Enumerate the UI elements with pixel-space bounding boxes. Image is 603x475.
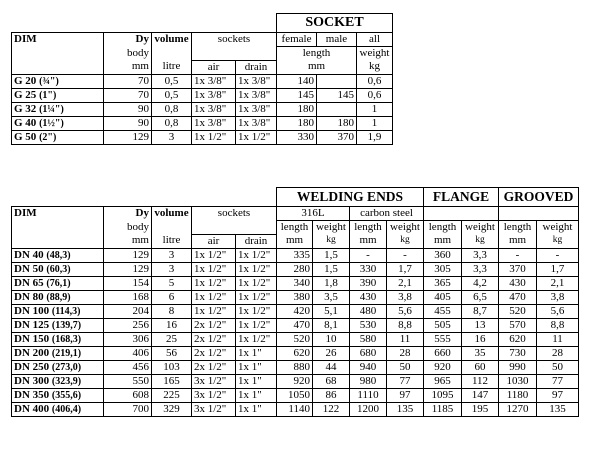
weight-grooved-cell: 5,6 <box>537 304 579 318</box>
weight-grooved-cell: 135 <box>537 402 579 416</box>
dim-label: DN 65 <box>14 276 44 289</box>
female-length-cell: 140 <box>277 74 317 88</box>
volume-cell: 3 <box>152 130 192 144</box>
kg-unit: kg <box>387 234 424 248</box>
air-socket-cell: 2x 1/2" <box>192 332 236 346</box>
dy-body-header: body <box>104 47 152 61</box>
grooved-title: GROOVED <box>499 188 579 207</box>
length-316l-cell: 1140 <box>277 402 313 416</box>
volume-cell: 16 <box>152 318 192 332</box>
length-316l-cell: 620 <box>277 346 313 360</box>
length-316l-cell: 280 <box>277 262 313 276</box>
socket-table <box>11 13 393 145</box>
length-flange-cell: 360 <box>424 248 462 262</box>
dim-cell <box>12 290 104 304</box>
dim-header: DIM <box>12 33 104 47</box>
table-row <box>12 374 579 388</box>
weight-316l-cell: 68 <box>313 374 350 388</box>
dy-cell: 700 <box>104 402 152 416</box>
dim-label: DN 40 <box>14 248 44 261</box>
length-316l-cell: 380 <box>277 290 313 304</box>
air-socket-cell: 1x 1/2" <box>192 248 236 262</box>
kg-unit: kg <box>462 234 499 248</box>
dim-size: (1½") <box>39 117 64 129</box>
dy-cell: 90 <box>104 102 152 116</box>
dy-cell: 154 <box>104 276 152 290</box>
weight-316l-cell: 3,5 <box>313 290 350 304</box>
drain-socket-cell: 1x 1/2" <box>236 262 277 276</box>
table-row <box>12 262 579 276</box>
volume-unit: litre <box>152 234 192 248</box>
dy-cell: 306 <box>104 332 152 346</box>
length-grooved-cell: 990 <box>499 360 537 374</box>
length-grooved-cell: 1030 <box>499 374 537 388</box>
dim-label: DN 125 <box>14 318 50 331</box>
drain-socket-cell: 1x 1/2" <box>236 130 277 144</box>
mm-unit: mm <box>424 234 462 248</box>
socket-title: SOCKET <box>277 14 393 33</box>
length-316l-cell: 520 <box>277 332 313 346</box>
weight-header: weight <box>387 221 424 235</box>
volume-cell: 0,5 <box>152 74 192 88</box>
dim-cell <box>12 360 104 374</box>
length-flange-cell: 505 <box>424 318 462 332</box>
table-row <box>12 116 393 130</box>
table-row <box>12 388 579 402</box>
air-header: air <box>192 234 236 248</box>
air-socket-cell: 1x 3/8" <box>192 88 236 102</box>
weight-carbon-cell: 1,7 <box>387 262 424 276</box>
mm-unit: mm <box>350 234 387 248</box>
dy-cell: 406 <box>104 346 152 360</box>
dim-size: (355,6) <box>51 389 82 401</box>
dim-size: (139,7) <box>51 319 82 331</box>
weight-316l-cell: 1,8 <box>313 276 350 290</box>
weight-cell: 0,6 <box>357 88 393 102</box>
length-grooved-cell: 520 <box>499 304 537 318</box>
dim-cell <box>12 318 104 332</box>
welding-ends-title: WELDING ENDS <box>277 188 424 207</box>
length-carbon-cell: 940 <box>350 360 387 374</box>
drain-header: drain <box>236 234 277 248</box>
weight-carbon-cell: 28 <box>387 346 424 360</box>
weight-carbon-cell: 8,8 <box>387 318 424 332</box>
length-header: length <box>424 221 462 235</box>
table-row <box>12 276 579 290</box>
dy-body-header: body <box>104 221 152 235</box>
volume-cell: 165 <box>152 374 192 388</box>
dim-cell <box>12 332 104 346</box>
sockets-header: sockets <box>192 207 277 221</box>
dim-label: DN 250 <box>14 360 50 373</box>
volume-cell: 3 <box>152 262 192 276</box>
dy-cell: 129 <box>104 130 152 144</box>
length-flange-cell: 455 <box>424 304 462 318</box>
dim-cell <box>12 388 104 402</box>
carbon-steel-header: carbon steel <box>350 207 424 221</box>
volume-header: volume <box>152 207 192 221</box>
volume-cell: 8 <box>152 304 192 318</box>
air-socket-cell: 2x 1/2" <box>192 318 236 332</box>
dim-size: (406,4) <box>51 403 82 415</box>
weight-flange-cell: 195 <box>462 402 499 416</box>
length-carbon-cell: 980 <box>350 374 387 388</box>
table-row <box>12 74 393 88</box>
length-flange-cell: 660 <box>424 346 462 360</box>
male-length-cell: 370 <box>317 130 357 144</box>
kg-unit: kg <box>537 234 579 248</box>
volume-unit: litre <box>152 60 192 74</box>
weight-flange-cell: 16 <box>462 332 499 346</box>
length-carbon-cell: 430 <box>350 290 387 304</box>
drain-socket-cell: 1x 1" <box>236 346 277 360</box>
air-socket-cell: 2x 1/2" <box>192 346 236 360</box>
all-header: all <box>357 33 393 47</box>
dy-cell: 204 <box>104 304 152 318</box>
volume-cell: 103 <box>152 360 192 374</box>
length-carbon-cell: - <box>350 248 387 262</box>
length-header: length <box>277 221 313 235</box>
weight-grooved-cell: 28 <box>537 346 579 360</box>
volume-cell: 0,5 <box>152 88 192 102</box>
drain-socket-cell: 1x 1/2" <box>236 276 277 290</box>
length-grooved-cell: 730 <box>499 346 537 360</box>
dim-label: G 20 <box>14 74 37 87</box>
length-grooved-cell: - <box>499 248 537 262</box>
dy-cell: 168 <box>104 290 152 304</box>
length-carbon-cell: 480 <box>350 304 387 318</box>
table-row <box>12 318 579 332</box>
air-socket-cell: 1x 3/8" <box>192 102 236 116</box>
dim-size: (76,1) <box>46 277 71 289</box>
dim-label: DN 150 <box>14 332 50 345</box>
dim-cell <box>12 116 104 130</box>
dim-size: (114,3) <box>51 305 81 317</box>
weight-grooved-cell: 8,8 <box>537 318 579 332</box>
air-socket-cell: 1x 1/2" <box>192 262 236 276</box>
weight-flange-cell: 60 <box>462 360 499 374</box>
dim-size: (168,3) <box>51 333 82 345</box>
length-carbon-cell: 1200 <box>350 402 387 416</box>
dim-cell <box>12 74 104 88</box>
dim-size: (88,9) <box>46 291 71 303</box>
weight-flange-cell: 35 <box>462 346 499 360</box>
weight-carbon-cell: 77 <box>387 374 424 388</box>
weight-grooved-cell: 50 <box>537 360 579 374</box>
female-length-cell: 180 <box>277 102 317 116</box>
volume-cell: 5 <box>152 276 192 290</box>
drain-socket-cell: 1x 1/2" <box>236 332 277 346</box>
dy-cell: 129 <box>104 262 152 276</box>
air-socket-cell: 3x 1/2" <box>192 402 236 416</box>
weight-header: weight <box>357 47 393 61</box>
length-header: length <box>499 221 537 235</box>
length-flange-cell: 365 <box>424 276 462 290</box>
length-grooved-cell: 620 <box>499 332 537 346</box>
dy-cell: 90 <box>104 116 152 130</box>
length-316l-cell: 335 <box>277 248 313 262</box>
weight-flange-cell: 147 <box>462 388 499 402</box>
kg-unit: kg <box>313 234 350 248</box>
length-unit: mm <box>277 60 357 74</box>
length-316l-cell: 920 <box>277 374 313 388</box>
length-carbon-cell: 530 <box>350 318 387 332</box>
table-row <box>12 332 579 346</box>
drain-socket-cell: 1x 1" <box>236 402 277 416</box>
weight-header: weight <box>313 221 350 235</box>
weight-316l-cell: 122 <box>313 402 350 416</box>
dim-size: (323,9) <box>51 375 82 387</box>
weight-cell: 0,6 <box>357 74 393 88</box>
length-flange-cell: 965 <box>424 374 462 388</box>
dim-cell <box>12 346 104 360</box>
drain-socket-cell: 1x 1" <box>236 374 277 388</box>
weight-carbon-cell: 97 <box>387 388 424 402</box>
weight-316l-cell: 1,5 <box>313 248 350 262</box>
length-flange-cell: 405 <box>424 290 462 304</box>
drain-socket-cell: 1x 1" <box>236 388 277 402</box>
dy-cell: 608 <box>104 388 152 402</box>
dim-label: G 25 <box>14 88 37 101</box>
length-316l-cell: 880 <box>277 360 313 374</box>
male-length-cell: 180 <box>317 116 357 130</box>
weight-header: weight <box>537 221 579 235</box>
weight-cell: 1 <box>357 116 393 130</box>
length-grooved-cell: 1180 <box>499 388 537 402</box>
weight-316l-cell: 8,1 <box>313 318 350 332</box>
drain-socket-cell: 1x 3/8" <box>236 88 277 102</box>
length-grooved-cell: 570 <box>499 318 537 332</box>
length-carbon-cell: 580 <box>350 332 387 346</box>
dim-label: DN 80 <box>14 290 44 303</box>
weight-flange-cell: 6,5 <box>462 290 499 304</box>
length-316l-cell: 420 <box>277 304 313 318</box>
table-row <box>12 360 579 374</box>
weight-316l-cell: 44 <box>313 360 350 374</box>
length-carbon-cell: 330 <box>350 262 387 276</box>
male-length-cell <box>317 102 357 116</box>
welding-table <box>11 187 579 417</box>
dim-cell <box>12 88 104 102</box>
air-header: air <box>192 60 236 74</box>
weight-grooved-cell: 1,7 <box>537 262 579 276</box>
weight-316l-cell: 5,1 <box>313 304 350 318</box>
weight-flange-cell: 13 <box>462 318 499 332</box>
dy-cell: 70 <box>104 74 152 88</box>
length-flange-cell: 1095 <box>424 388 462 402</box>
dim-size: (219,1) <box>51 347 82 359</box>
length-carbon-cell: 390 <box>350 276 387 290</box>
air-socket-cell: 1x 1/2" <box>192 290 236 304</box>
dim-size: (1¼") <box>39 103 64 115</box>
air-socket-cell: 2x 1/2" <box>192 360 236 374</box>
dim-cell <box>12 102 104 116</box>
weight-carbon-cell: 3,8 <box>387 290 424 304</box>
weight-header: weight <box>462 221 499 235</box>
mm-unit: mm <box>499 234 537 248</box>
dim-label: G 50 <box>14 130 37 143</box>
volume-cell: 6 <box>152 290 192 304</box>
weight-grooved-cell: 3,8 <box>537 290 579 304</box>
weight-grooved-cell: 2,1 <box>537 276 579 290</box>
volume-header: volume <box>152 33 192 47</box>
volume-cell: 0,8 <box>152 116 192 130</box>
dim-size: (273,0) <box>51 361 82 373</box>
table-row <box>12 290 579 304</box>
table-row <box>12 102 393 116</box>
length-flange-cell: 305 <box>424 262 462 276</box>
drain-socket-cell: 1x 1/2" <box>236 304 277 318</box>
dim-cell <box>12 276 104 290</box>
table-row <box>12 130 393 144</box>
steel-316-header: 316L <box>277 207 350 221</box>
male-header: male <box>317 33 357 47</box>
dim-size: (48,3) <box>46 249 71 261</box>
dim-cell <box>12 304 104 318</box>
volume-cell: 3 <box>152 248 192 262</box>
drain-socket-cell: 1x 1" <box>236 360 277 374</box>
length-grooved-cell: 370 <box>499 262 537 276</box>
length-header: length <box>350 221 387 235</box>
weight-flange-cell: 3,3 <box>462 262 499 276</box>
female-length-cell: 145 <box>277 88 317 102</box>
air-socket-cell: 1x 3/8" <box>192 116 236 130</box>
dy-cell: 70 <box>104 88 152 102</box>
dim-label: DN 350 <box>14 388 50 401</box>
dim-size: (60,3) <box>46 263 71 275</box>
dy-cell: 550 <box>104 374 152 388</box>
drain-socket-cell: 1x 3/8" <box>236 102 277 116</box>
air-socket-cell: 1x 3/8" <box>192 74 236 88</box>
table-row <box>12 346 579 360</box>
drain-socket-cell: 1x 3/8" <box>236 74 277 88</box>
volume-cell: 56 <box>152 346 192 360</box>
weight-grooved-cell: - <box>537 248 579 262</box>
volume-cell: 0,8 <box>152 102 192 116</box>
volume-cell: 329 <box>152 402 192 416</box>
weight-cell: 1,9 <box>357 130 393 144</box>
length-flange-cell: 555 <box>424 332 462 346</box>
dy-cell: 256 <box>104 318 152 332</box>
weight-flange-cell: 8,7 <box>462 304 499 318</box>
mm-unit: mm <box>277 234 313 248</box>
dy-cell: 129 <box>104 248 152 262</box>
dim-cell <box>12 248 104 262</box>
dim-cell <box>12 262 104 276</box>
dim-cell <box>12 374 104 388</box>
dim-cell <box>12 130 104 144</box>
length-flange-cell: 1185 <box>424 402 462 416</box>
dim-label: G 40 <box>14 116 37 129</box>
air-socket-cell: 1x 1/2" <box>192 276 236 290</box>
table-row <box>12 402 579 416</box>
female-header: female <box>277 33 317 47</box>
table-row <box>12 88 393 102</box>
weight-grooved-cell: 77 <box>537 374 579 388</box>
length-flange-cell: 920 <box>424 360 462 374</box>
dim-label: DN 200 <box>14 346 50 359</box>
dim-header: DIM <box>12 207 104 221</box>
weight-316l-cell: 1,5 <box>313 262 350 276</box>
flange-title: FLANGE <box>424 188 499 207</box>
dim-label: DN 300 <box>14 374 50 387</box>
dim-label: G 32 <box>14 102 37 115</box>
drain-socket-cell: 1x 1/2" <box>236 290 277 304</box>
length-header: length <box>277 47 357 61</box>
weight-grooved-cell: 11 <box>537 332 579 346</box>
length-316l-cell: 470 <box>277 318 313 332</box>
weight-unit: kg <box>357 60 393 74</box>
dim-size: (¾") <box>39 75 59 87</box>
drain-socket-cell: 1x 3/8" <box>236 116 277 130</box>
length-grooved-cell: 1270 <box>499 402 537 416</box>
dy-unit: mm <box>104 60 152 74</box>
weight-316l-cell: 86 <box>313 388 350 402</box>
dy-cell: 456 <box>104 360 152 374</box>
weight-carbon-cell: 2,1 <box>387 276 424 290</box>
weight-316l-cell: 26 <box>313 346 350 360</box>
dim-label: DN 50 <box>14 262 44 275</box>
weight-carbon-cell: - <box>387 248 424 262</box>
dim-size: (2") <box>39 131 57 143</box>
air-socket-cell: 3x 1/2" <box>192 374 236 388</box>
male-length-cell <box>317 74 357 88</box>
length-316l-cell: 1050 <box>277 388 313 402</box>
weight-carbon-cell: 5,6 <box>387 304 424 318</box>
weight-flange-cell: 4,2 <box>462 276 499 290</box>
length-grooved-cell: 470 <box>499 290 537 304</box>
table-row <box>12 304 579 318</box>
female-length-cell: 330 <box>277 130 317 144</box>
weight-carbon-cell: 135 <box>387 402 424 416</box>
sockets-header: sockets <box>192 33 277 47</box>
dy-header: Dy <box>104 207 152 221</box>
air-socket-cell: 1x 1/2" <box>192 304 236 318</box>
dim-cell <box>12 402 104 416</box>
dim-size: (1") <box>39 89 57 101</box>
length-carbon-cell: 1110 <box>350 388 387 402</box>
dim-label: DN 100 <box>14 304 50 317</box>
weight-carbon-cell: 50 <box>387 360 424 374</box>
female-length-cell: 180 <box>277 116 317 130</box>
drain-header: drain <box>236 60 277 74</box>
length-316l-cell: 340 <box>277 276 313 290</box>
weight-grooved-cell: 97 <box>537 388 579 402</box>
air-socket-cell: 1x 1/2" <box>192 130 236 144</box>
weight-flange-cell: 112 <box>462 374 499 388</box>
weight-carbon-cell: 11 <box>387 332 424 346</box>
volume-cell: 25 <box>152 332 192 346</box>
table-row <box>12 248 579 262</box>
volume-cell: 225 <box>152 388 192 402</box>
length-carbon-cell: 680 <box>350 346 387 360</box>
dy-unit: mm <box>104 234 152 248</box>
dim-label: DN 400 <box>14 402 50 415</box>
male-length-cell: 145 <box>317 88 357 102</box>
dy-header: Dy <box>104 33 152 47</box>
drain-socket-cell: 1x 1/2" <box>236 318 277 332</box>
length-grooved-cell: 430 <box>499 276 537 290</box>
drain-socket-cell: 1x 1/2" <box>236 248 277 262</box>
weight-flange-cell: 3,3 <box>462 248 499 262</box>
air-socket-cell: 3x 1/2" <box>192 388 236 402</box>
weight-316l-cell: 10 <box>313 332 350 346</box>
weight-cell: 1 <box>357 102 393 116</box>
